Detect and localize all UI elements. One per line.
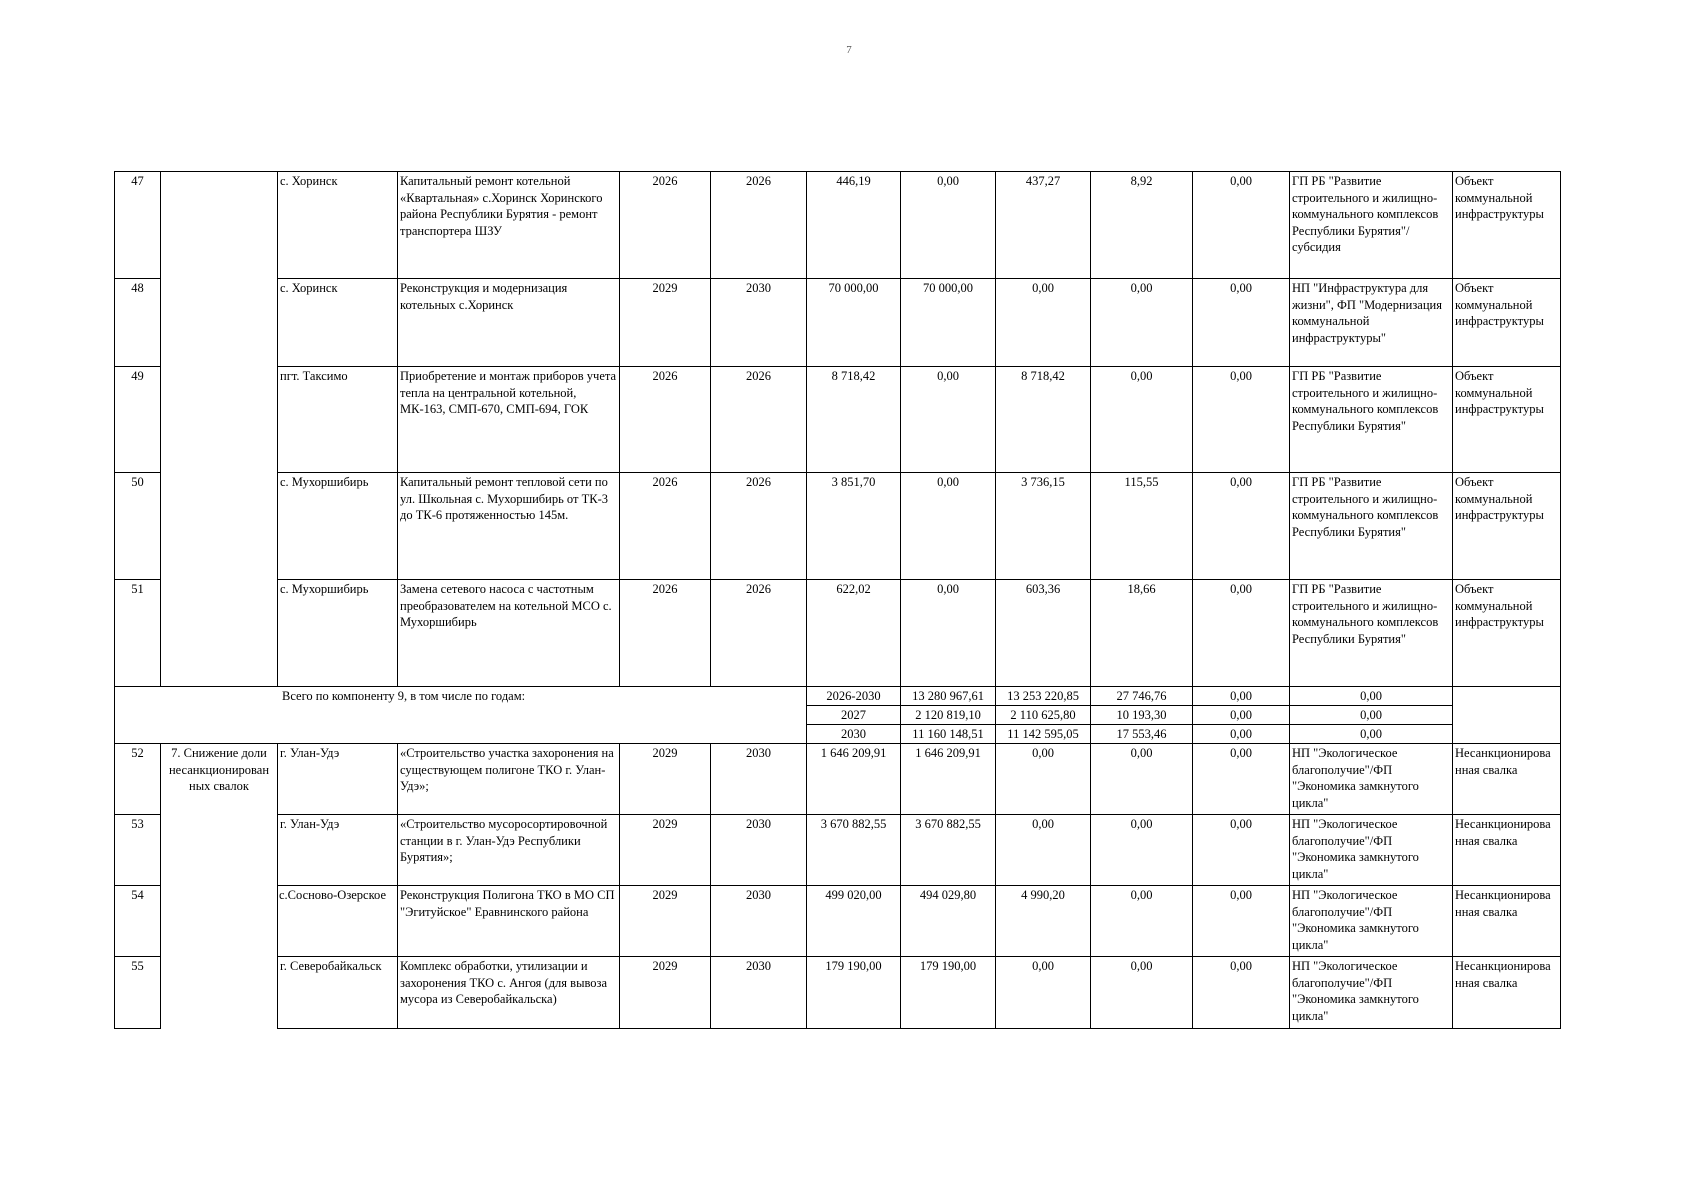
page-number: 7 bbox=[846, 44, 852, 56]
component-cell bbox=[161, 279, 278, 367]
year-end-cell: 2030 bbox=[711, 957, 807, 1029]
table-row bbox=[115, 580, 1561, 687]
location-cell: с.Сосново-Озерское bbox=[278, 886, 398, 957]
row-number: 47 bbox=[115, 172, 161, 279]
total-cell: 3 851,70 bbox=[807, 473, 901, 580]
component-cell bbox=[161, 957, 278, 1029]
program-cell: НП "Экологическое благополучие"/ФП "Экономика замкнутого цикла" bbox=[1290, 957, 1453, 1029]
location-cell: с. Хоринск bbox=[278, 172, 398, 279]
federal-cell: 0,00 bbox=[901, 172, 996, 279]
investment-table bbox=[114, 171, 1561, 1029]
table-row bbox=[115, 172, 1561, 279]
year-end-cell: 2030 bbox=[711, 886, 807, 957]
section-label: 7. Снижение доли несанкционирован ных свалок bbox=[161, 744, 278, 815]
federal-cell: 179 190,00 bbox=[901, 957, 996, 1029]
summary-empty-cell bbox=[1453, 687, 1561, 744]
total-cell: 3 670 882,55 bbox=[807, 815, 901, 886]
type-cell: Объект коммунальной инфраструктуры bbox=[1453, 279, 1561, 367]
component-cell bbox=[161, 815, 278, 886]
federal-cell: 0,00 bbox=[901, 473, 996, 580]
row-number: 55 bbox=[115, 957, 161, 1029]
program-cell: ГП РБ "Развитие строительного и жилищно-коммунального комплексов Республики Бурятия" bbox=[1290, 580, 1453, 687]
summary-federal: 2 110 625,80 bbox=[996, 706, 1091, 725]
location-cell: с. Мухоршибирь bbox=[278, 473, 398, 580]
year-start-cell: 2026 bbox=[620, 172, 711, 279]
table-row bbox=[115, 957, 1561, 1029]
other-cell: 0,00 bbox=[1193, 580, 1290, 687]
year-start-cell: 2029 bbox=[620, 744, 711, 815]
year-start-cell: 2026 bbox=[620, 473, 711, 580]
federal-cell: 3 670 882,55 bbox=[901, 815, 996, 886]
regional-cell: 4 990,20 bbox=[996, 886, 1091, 957]
regional-cell: 0,00 bbox=[996, 957, 1091, 1029]
component-cell bbox=[161, 473, 278, 580]
object-cell: Капитальный ремонт котельной «Квартальная» с.Хоринск Хоринского района Республики Бурятия - ремонт транспортера ШЗУ bbox=[398, 172, 620, 279]
federal-cell: 70 000,00 bbox=[901, 279, 996, 367]
municipal-cell: 0,00 bbox=[1091, 367, 1193, 473]
other-cell: 0,00 bbox=[1193, 957, 1290, 1029]
summary-period: 2030 bbox=[807, 725, 901, 744]
summary-federal: 13 253 220,85 bbox=[996, 687, 1091, 706]
federal-cell: 0,00 bbox=[901, 580, 996, 687]
total-cell: 179 190,00 bbox=[807, 957, 901, 1029]
regional-cell: 603,36 bbox=[996, 580, 1091, 687]
program-cell: НП "Экологическое благополучие"/ФП "Экономика замкнутого цикла" bbox=[1290, 744, 1453, 815]
location-cell: с. Хоринск bbox=[278, 279, 398, 367]
program-cell: НП "Экологическое благополучие"/ФП "Экономика замкнутого цикла" bbox=[1290, 815, 1453, 886]
summary-period: 2027 bbox=[807, 706, 901, 725]
type-cell: Объект коммунальной инфраструктуры bbox=[1453, 172, 1561, 279]
year-end-cell: 2026 bbox=[711, 580, 807, 687]
year-start-cell: 2029 bbox=[620, 279, 711, 367]
year-start-cell: 2029 bbox=[620, 815, 711, 886]
object-cell: Приобретение и монтаж приборов учета тепла на центральной котельной, МК-163, СМП-670, СМП-694, ГОК bbox=[398, 367, 620, 473]
row-number: 49 bbox=[115, 367, 161, 473]
summary-other: 0,00 bbox=[1290, 725, 1453, 744]
row-number: 50 bbox=[115, 473, 161, 580]
other-cell: 0,00 bbox=[1193, 744, 1290, 815]
row-number: 54 bbox=[115, 886, 161, 957]
program-cell: ГП РБ "Развитие строительного и жилищно-коммунального комплексов Республики Бурятия" bbox=[1290, 473, 1453, 580]
year-end-cell: 2030 bbox=[711, 815, 807, 886]
program-cell: НП "Инфраструктура для жизни", ФП "Модернизация коммунальной инфраструктуры" bbox=[1290, 279, 1453, 367]
municipal-cell: 0,00 bbox=[1091, 886, 1193, 957]
type-cell: Объект коммунальной инфраструктуры bbox=[1453, 367, 1561, 473]
year-end-cell: 2026 bbox=[711, 473, 807, 580]
object-cell: «Строительство мусоросортировочной станции в г. Улан-Удэ Республики Бурятия»; bbox=[398, 815, 620, 886]
component-cell bbox=[161, 172, 278, 279]
federal-cell: 0,00 bbox=[901, 367, 996, 473]
component-cell bbox=[161, 367, 278, 473]
regional-cell: 0,00 bbox=[996, 279, 1091, 367]
object-cell: Реконструкция и модернизация котельных с.Хоринск bbox=[398, 279, 620, 367]
other-cell: 0,00 bbox=[1193, 172, 1290, 279]
regional-cell: 0,00 bbox=[996, 744, 1091, 815]
component-cell bbox=[161, 580, 278, 687]
federal-cell: 1 646 209,91 bbox=[901, 744, 996, 815]
row-number: 51 bbox=[115, 580, 161, 687]
summary-municipal: 0,00 bbox=[1193, 706, 1290, 725]
summary-total: 11 160 148,51 bbox=[901, 725, 996, 744]
object-cell: Реконструкция Полигона ТКО в МО СП "Эгитуйское" Еравнинского района bbox=[398, 886, 620, 957]
summary-regional: 17 553,46 bbox=[1091, 725, 1193, 744]
summary-total: 2 120 819,10 bbox=[901, 706, 996, 725]
row-number: 48 bbox=[115, 279, 161, 367]
other-cell: 0,00 bbox=[1193, 279, 1290, 367]
summary-municipal: 0,00 bbox=[1193, 725, 1290, 744]
location-cell: с. Мухоршибирь bbox=[278, 580, 398, 687]
table-row bbox=[115, 473, 1561, 580]
component-cell bbox=[161, 886, 278, 957]
municipal-cell: 8,92 bbox=[1091, 172, 1193, 279]
year-end-cell: 2030 bbox=[711, 744, 807, 815]
summary-row bbox=[115, 687, 1561, 706]
summary-other: 0,00 bbox=[1290, 706, 1453, 725]
municipal-cell: 0,00 bbox=[1091, 957, 1193, 1029]
location-cell: г. Северобайкальск bbox=[278, 957, 398, 1029]
summary-label-cell bbox=[115, 687, 807, 744]
year-start-cell: 2026 bbox=[620, 367, 711, 473]
table-row bbox=[115, 279, 1561, 367]
total-cell: 8 718,42 bbox=[807, 367, 901, 473]
row-number: 53 bbox=[115, 815, 161, 886]
other-cell: 0,00 bbox=[1193, 886, 1290, 957]
row-number: 52 bbox=[115, 744, 161, 815]
summary-regional: 10 193,30 bbox=[1091, 706, 1193, 725]
year-end-cell: 2026 bbox=[711, 172, 807, 279]
type-cell: Объект коммунальной инфраструктуры bbox=[1453, 473, 1561, 580]
total-cell: 499 020,00 bbox=[807, 886, 901, 957]
table-row bbox=[115, 886, 1561, 957]
type-cell: Объект коммунальной инфраструктуры bbox=[1453, 580, 1561, 687]
summary-federal: 11 142 595,05 bbox=[996, 725, 1091, 744]
year-end-cell: 2030 bbox=[711, 279, 807, 367]
type-cell: Несанкционирова нная свалка bbox=[1453, 886, 1561, 957]
other-cell: 0,00 bbox=[1193, 815, 1290, 886]
municipal-cell: 0,00 bbox=[1091, 815, 1193, 886]
year-end-cell: 2026 bbox=[711, 367, 807, 473]
regional-cell: 0,00 bbox=[996, 815, 1091, 886]
object-cell: Комплекс обработки, утилизации и захоронения ТКО с. Ангоя (для вывоза мусора из Северобайкальска) bbox=[398, 957, 620, 1029]
other-cell: 0,00 bbox=[1193, 473, 1290, 580]
municipal-cell: 0,00 bbox=[1091, 744, 1193, 815]
object-cell: Капитальный ремонт тепловой сети по ул. Школьная с. Мухоршибирь от ТК-3 до ТК-6 протяженностью 145м. bbox=[398, 473, 620, 580]
table-row bbox=[115, 367, 1561, 473]
other-cell: 0,00 bbox=[1193, 367, 1290, 473]
summary-label: Всего по компоненту 9, в том числе по годам: bbox=[282, 689, 526, 703]
object-cell: «Строительство участка захоронения на существующем полигоне ТКО г. Улан-Удэ»; bbox=[398, 744, 620, 815]
regional-cell: 8 718,42 bbox=[996, 367, 1091, 473]
object-cell: Замена сетевого насоса с частотным преобразователем на котельной МСО с. Мухоршибирь bbox=[398, 580, 620, 687]
type-cell: Несанкционирова нная свалка bbox=[1453, 957, 1561, 1029]
program-cell: НП "Экологическое благополучие"/ФП "Экономика замкнутого цикла" bbox=[1290, 886, 1453, 957]
year-start-cell: 2026 bbox=[620, 580, 711, 687]
regional-cell: 3 736,15 bbox=[996, 473, 1091, 580]
location-cell: г. Улан-Удэ bbox=[278, 744, 398, 815]
federal-cell: 494 029,80 bbox=[901, 886, 996, 957]
type-cell: Несанкционирова нная свалка bbox=[1453, 815, 1561, 886]
year-start-cell: 2029 bbox=[620, 886, 711, 957]
regional-cell: 437,27 bbox=[996, 172, 1091, 279]
program-cell: ГП РБ "Развитие строительного и жилищно-коммунального комплексов Республики Бурятия" bbox=[1290, 367, 1453, 473]
summary-municipal: 0,00 bbox=[1193, 687, 1290, 706]
type-cell: Несанкционирова нная свалка bbox=[1453, 744, 1561, 815]
program-cell: ГП РБ "Развитие строительного и жилищно-коммунального комплексов Республики Бурятия"/субсидия bbox=[1290, 172, 1453, 279]
total-cell: 1 646 209,91 bbox=[807, 744, 901, 815]
summary-regional: 27 746,76 bbox=[1091, 687, 1193, 706]
municipal-cell: 115,55 bbox=[1091, 473, 1193, 580]
location-cell: г. Улан-Удэ bbox=[278, 815, 398, 886]
summary-total: 13 280 967,61 bbox=[901, 687, 996, 706]
table-row bbox=[115, 744, 1561, 815]
total-cell: 622,02 bbox=[807, 580, 901, 687]
municipal-cell: 18,66 bbox=[1091, 580, 1193, 687]
location-cell: пгт. Таксимо bbox=[278, 367, 398, 473]
summary-other: 0,00 bbox=[1290, 687, 1453, 706]
year-start-cell: 2029 bbox=[620, 957, 711, 1029]
summary-period: 2026-2030 bbox=[807, 687, 901, 706]
total-cell: 70 000,00 bbox=[807, 279, 901, 367]
total-cell: 446,19 bbox=[807, 172, 901, 279]
municipal-cell: 0,00 bbox=[1091, 279, 1193, 367]
table-row bbox=[115, 815, 1561, 886]
